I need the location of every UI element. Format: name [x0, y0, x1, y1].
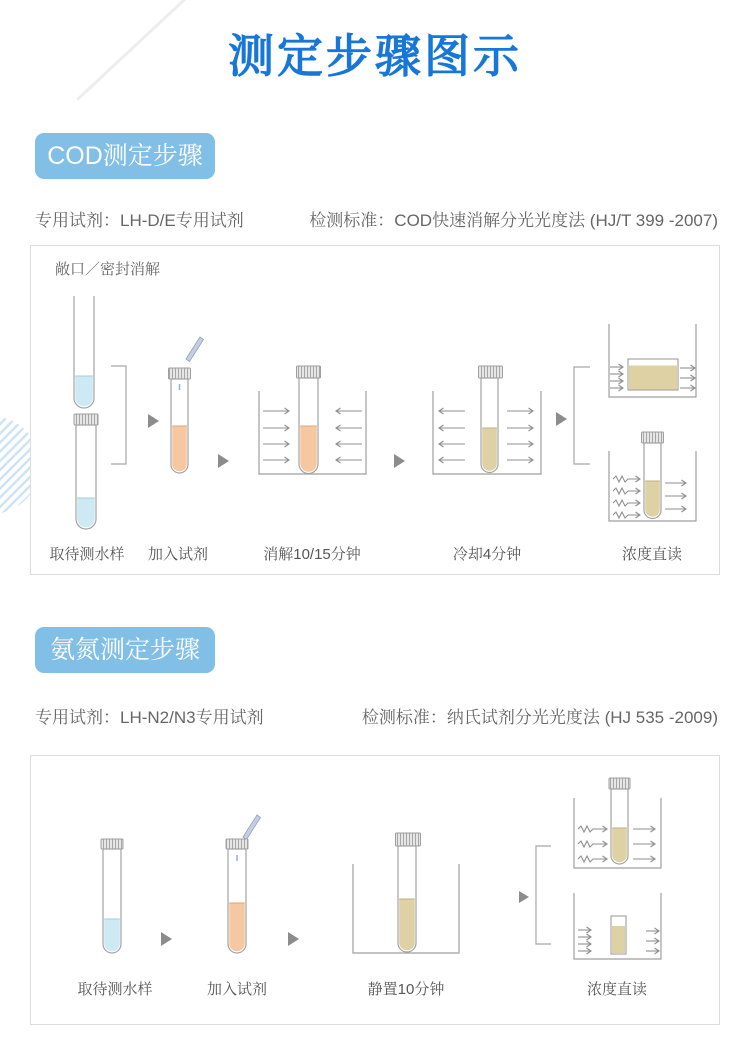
step-label: 加入试剂: [206, 981, 268, 998]
tube-cap-icon: [396, 833, 421, 846]
bracket-icon: [574, 367, 590, 464]
water-sample-tube-icon: [101, 839, 123, 953]
section-badge-cod: COD测定步骤: [35, 133, 215, 179]
ammonia-reagent-text: 专用试剂：LH-N2/N3专用试剂: [35, 708, 264, 727]
step-label: 取待测水样: [49, 546, 125, 563]
page-title: 测定步骤图示: [228, 30, 522, 82]
step-arrow-icon: [161, 932, 172, 946]
tube-cap-icon: [609, 778, 630, 789]
sample-tubes-icon: [74, 296, 98, 529]
step-arrow-icon: [288, 932, 299, 946]
step-arrow-icon: [519, 891, 529, 903]
ammonia-diagram-panel: [30, 755, 720, 1025]
cod-diagram: [31, 246, 719, 574]
step-arrow-icon: [218, 454, 229, 468]
tube-cap-icon: [479, 366, 503, 378]
tube-cap-icon: [101, 839, 123, 849]
photometric-read-icon: [574, 778, 661, 959]
standing-bath-icon: [353, 833, 459, 953]
step-label: 静置10分钟: [367, 981, 445, 998]
cooling-bath-icon: [433, 366, 541, 474]
step-label: 浓度直读: [586, 981, 648, 998]
step-label: 消解10/15分钟: [263, 546, 361, 563]
cod-panel-note: 敞口／密封消解: [55, 261, 161, 278]
pipette-icon: [186, 337, 204, 362]
step-label: 加入试剂: [147, 546, 209, 563]
step-arrow-icon: [148, 414, 159, 428]
cod-diagram-panel: [30, 245, 720, 575]
ammonia-standard-text: 检测标准：纳氏试剂分光光度法 (HJ 535 -2009): [361, 708, 718, 727]
step-label: 冷却4分钟: [452, 546, 522, 563]
reagent-tube-icon: [169, 337, 204, 473]
reagent-tube-icon: [226, 815, 261, 953]
section-badge-ammonia: 氨氮测定步骤: [35, 627, 215, 673]
tube-cap-icon: [169, 368, 191, 379]
tube-cap-icon: [74, 414, 98, 425]
pipette-icon: [243, 815, 261, 840]
bracket-icon: [111, 366, 126, 464]
digestion-bath-icon: [259, 366, 366, 474]
tube-cap-icon: [226, 839, 248, 849]
tube-cap-icon: [642, 432, 664, 443]
step-label: 浓度直读: [621, 546, 683, 563]
step-label: 取待测水样: [77, 981, 153, 998]
cod-reagent-text: 专用试剂：LH-D/E专用试剂: [35, 211, 244, 230]
step-arrow-icon: [556, 412, 567, 426]
tube-cap-icon: [297, 366, 321, 378]
bracket-icon: [536, 846, 551, 944]
photometric-read-icon: [609, 324, 696, 521]
cod-standard-text: 检测标准：COD快速消解分光光度法 (HJ/T 399 -2007): [309, 211, 718, 230]
step-arrow-icon: [394, 454, 405, 468]
